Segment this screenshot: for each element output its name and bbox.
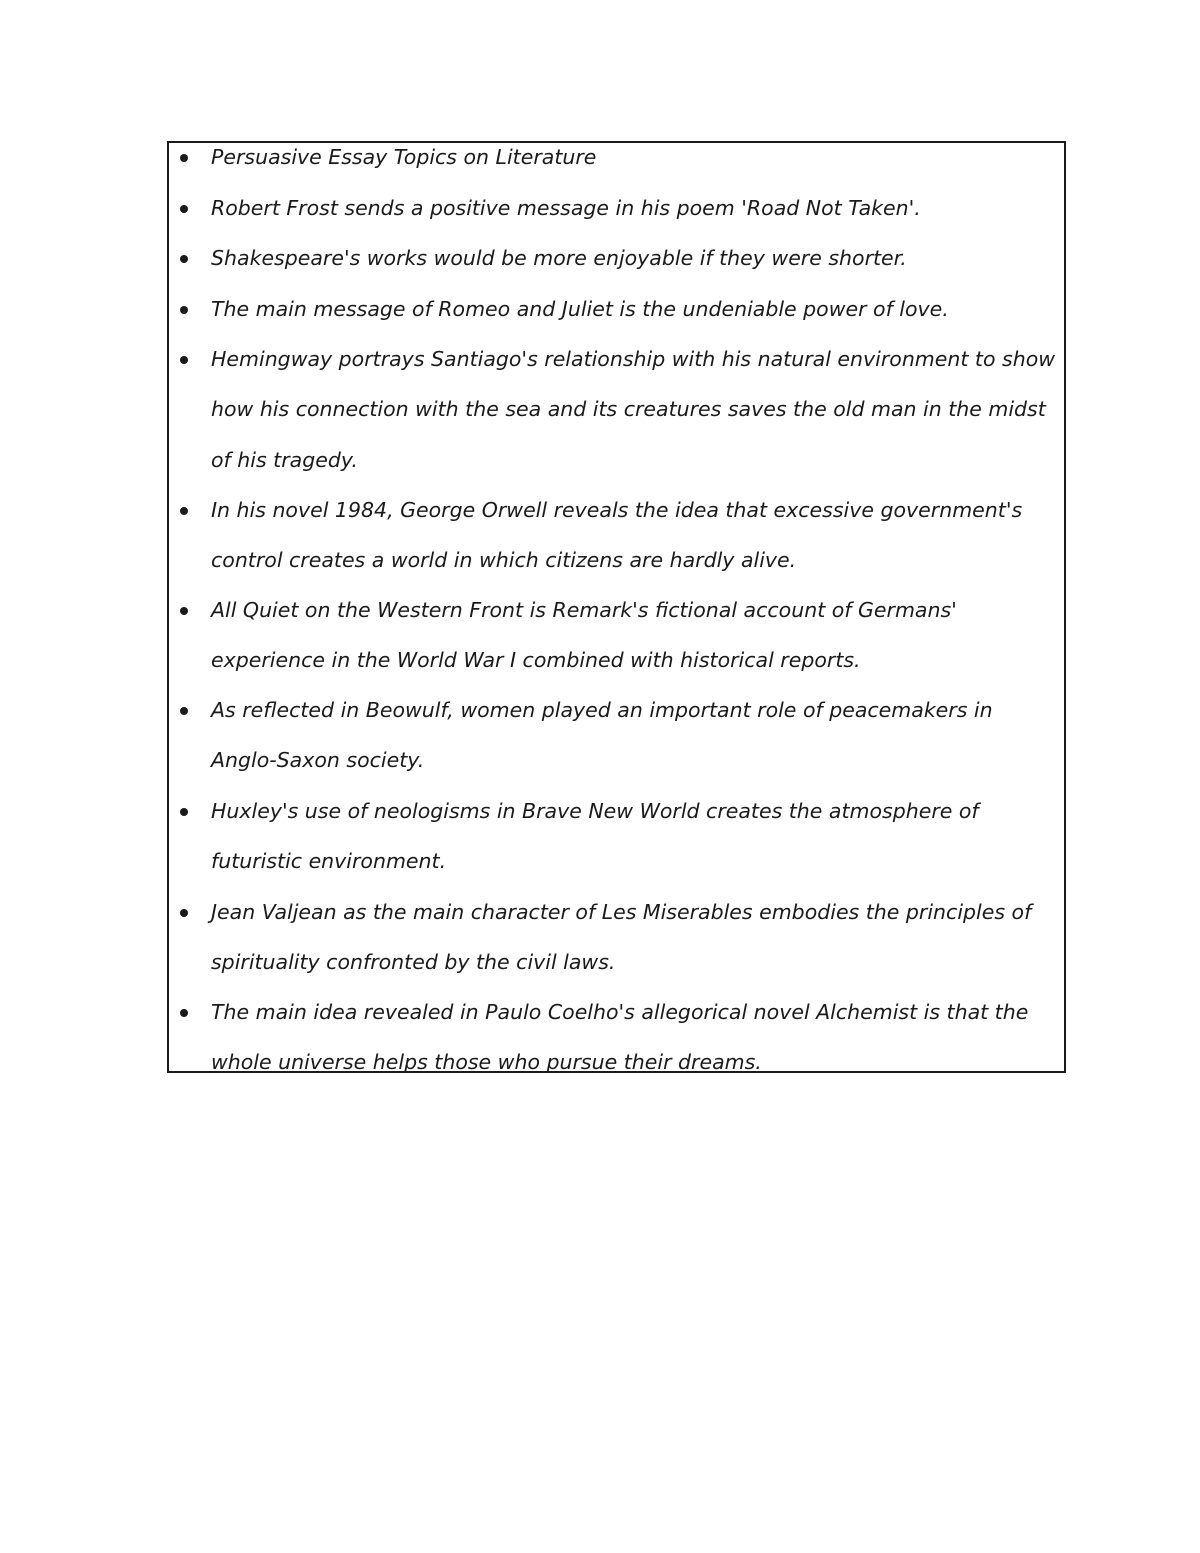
bullet-icon	[180, 909, 188, 917]
bullet-icon	[180, 507, 188, 515]
bullet-icon	[180, 707, 188, 715]
topic-text: All Quiet on the Western Front is Remark's fictional account of Germans' experience in the World War I combined with historical reports.	[211, 598, 957, 673]
bullet-icon	[180, 808, 188, 816]
bullet-icon	[180, 205, 188, 213]
topic-text: Jean Valjean as the main character of Les Miserables embodies the principles of spirituality confronted by the civil laws.	[211, 900, 1032, 975]
topic-text: The main idea revealed in Paulo Coelho's allegorical novel Alchemist is that the whole universe helps those who pursue their dreams.	[211, 1000, 1029, 1075]
topics-box	[167, 141, 1066, 1073]
topic-text: The main message of Romeo and Juliet is the undeniable power of love.	[211, 297, 949, 321]
bullet-icon	[180, 255, 188, 263]
topic-text: As reflected in Beowulf, women played an important role of peacemakers in Anglo-Saxon society.	[211, 698, 993, 773]
topic-text: Robert Frost sends a positive message in his poem 'Road Not Taken'.	[211, 196, 921, 220]
topic-text: Huxley's use of neologisms in Brave New World creates the atmosphere of futuristic environment.	[211, 799, 979, 874]
topic-text: In his novel 1984, George Orwell reveals the idea that excessive government's control creates a world in which citizens are hardly alive.	[211, 498, 1023, 573]
bullet-icon	[180, 306, 188, 314]
bullet-icon	[180, 356, 188, 364]
bullet-icon	[180, 607, 188, 615]
bullet-icon	[180, 154, 188, 162]
topic-text: Shakespeare's works would be more enjoyable if they were shorter.	[211, 246, 907, 270]
topic-text: Persuasive Essay Topics on Literature	[211, 145, 597, 169]
topic-text: Hemingway portrays Santiago's relationship with his natural environment to show how his connection with the sea and its creatures saves the old man in the midst of his tragedy.	[211, 347, 1056, 472]
bullet-icon	[180, 1009, 188, 1017]
